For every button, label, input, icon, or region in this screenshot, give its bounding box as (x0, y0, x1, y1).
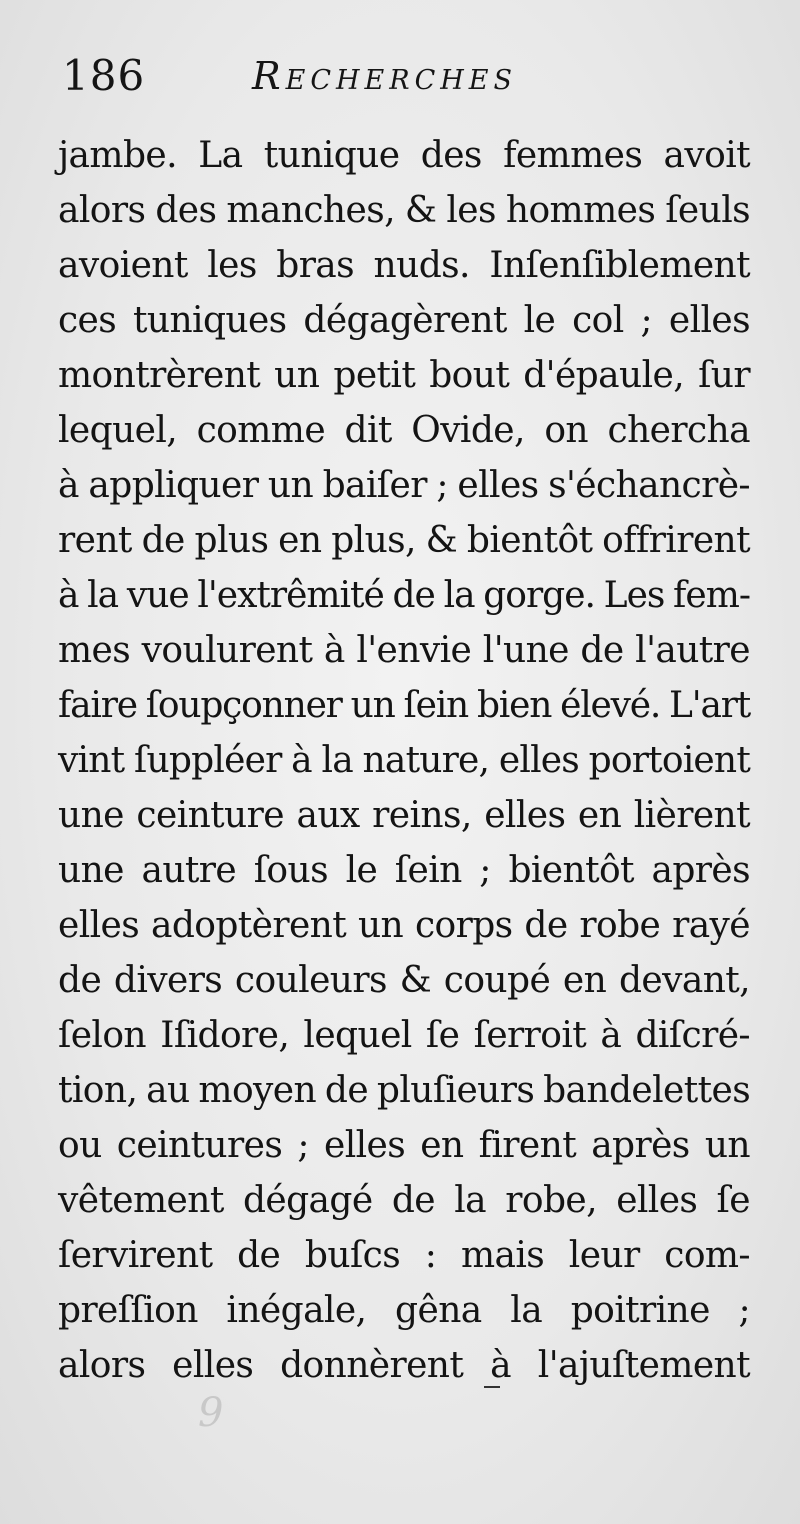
text-line: mes voulurent à l'envie l'une de l'autre (58, 630, 750, 671)
page-header (62, 46, 762, 106)
text-line: à appliquer un baiſer ; elles s'échancrè- (58, 465, 750, 506)
text-line: ſervirent de buſcs : mais leur com- (58, 1235, 750, 1276)
text-line: de divers couleurs & coupé en devant, (58, 960, 750, 1001)
text-line: lequel, comme dit Ovide, on chercha (58, 410, 750, 451)
body-text (58, 128, 750, 1393)
catchword-dash (484, 1386, 500, 1388)
text-line: ou ceintures ; elles en firent après un (58, 1125, 750, 1166)
text-line: ſelon Iſidore, lequel ſe ſerroit à diſcré- (58, 1015, 750, 1056)
page-number: 186 (62, 51, 146, 100)
text-line: rent de plus en plus, & bientôt offrirent (58, 520, 750, 561)
text-line: elles adoptèrent un corps de robe rayé (58, 905, 750, 946)
text-line: avoient les bras nuds. Inſenſiblement (58, 245, 750, 286)
text-line: tion, au moyen de pluſieurs bandelettes (58, 1070, 751, 1111)
text-line: vêtement dégagé de la robe, elles ſe (58, 1180, 750, 1221)
text-line: alors des manches, & les hommes ſeuls (58, 190, 750, 231)
text-line: montrèrent un petit bout d'épaule, ſur (58, 355, 750, 396)
text-line: jambe. La tunique des femmes avoit (58, 135, 750, 176)
text-line: une autre ſous le ſein ; bientôt après (58, 850, 750, 891)
signature-mark: 9 (198, 1390, 224, 1436)
text-line: une ceinture aux reins, elles en lièrent (58, 795, 750, 836)
text-line: faire ſoupçonner un ſein bien élevé. L'art (58, 685, 750, 726)
text-line: alors elles donnèrent à l'ajuſtement (58, 1345, 750, 1386)
running-head: Recherches (252, 54, 517, 98)
text-line: ces tuniques dégagèrent le col ; elles (58, 300, 750, 341)
text-line: preſſion inégale, gêna la poitrine ; (58, 1290, 750, 1331)
text-line: vint ſuppléer à la nature, elles portoient (58, 740, 750, 781)
text-line: à la vue l'extrêmité de la gorge. Les fem- (58, 575, 750, 616)
